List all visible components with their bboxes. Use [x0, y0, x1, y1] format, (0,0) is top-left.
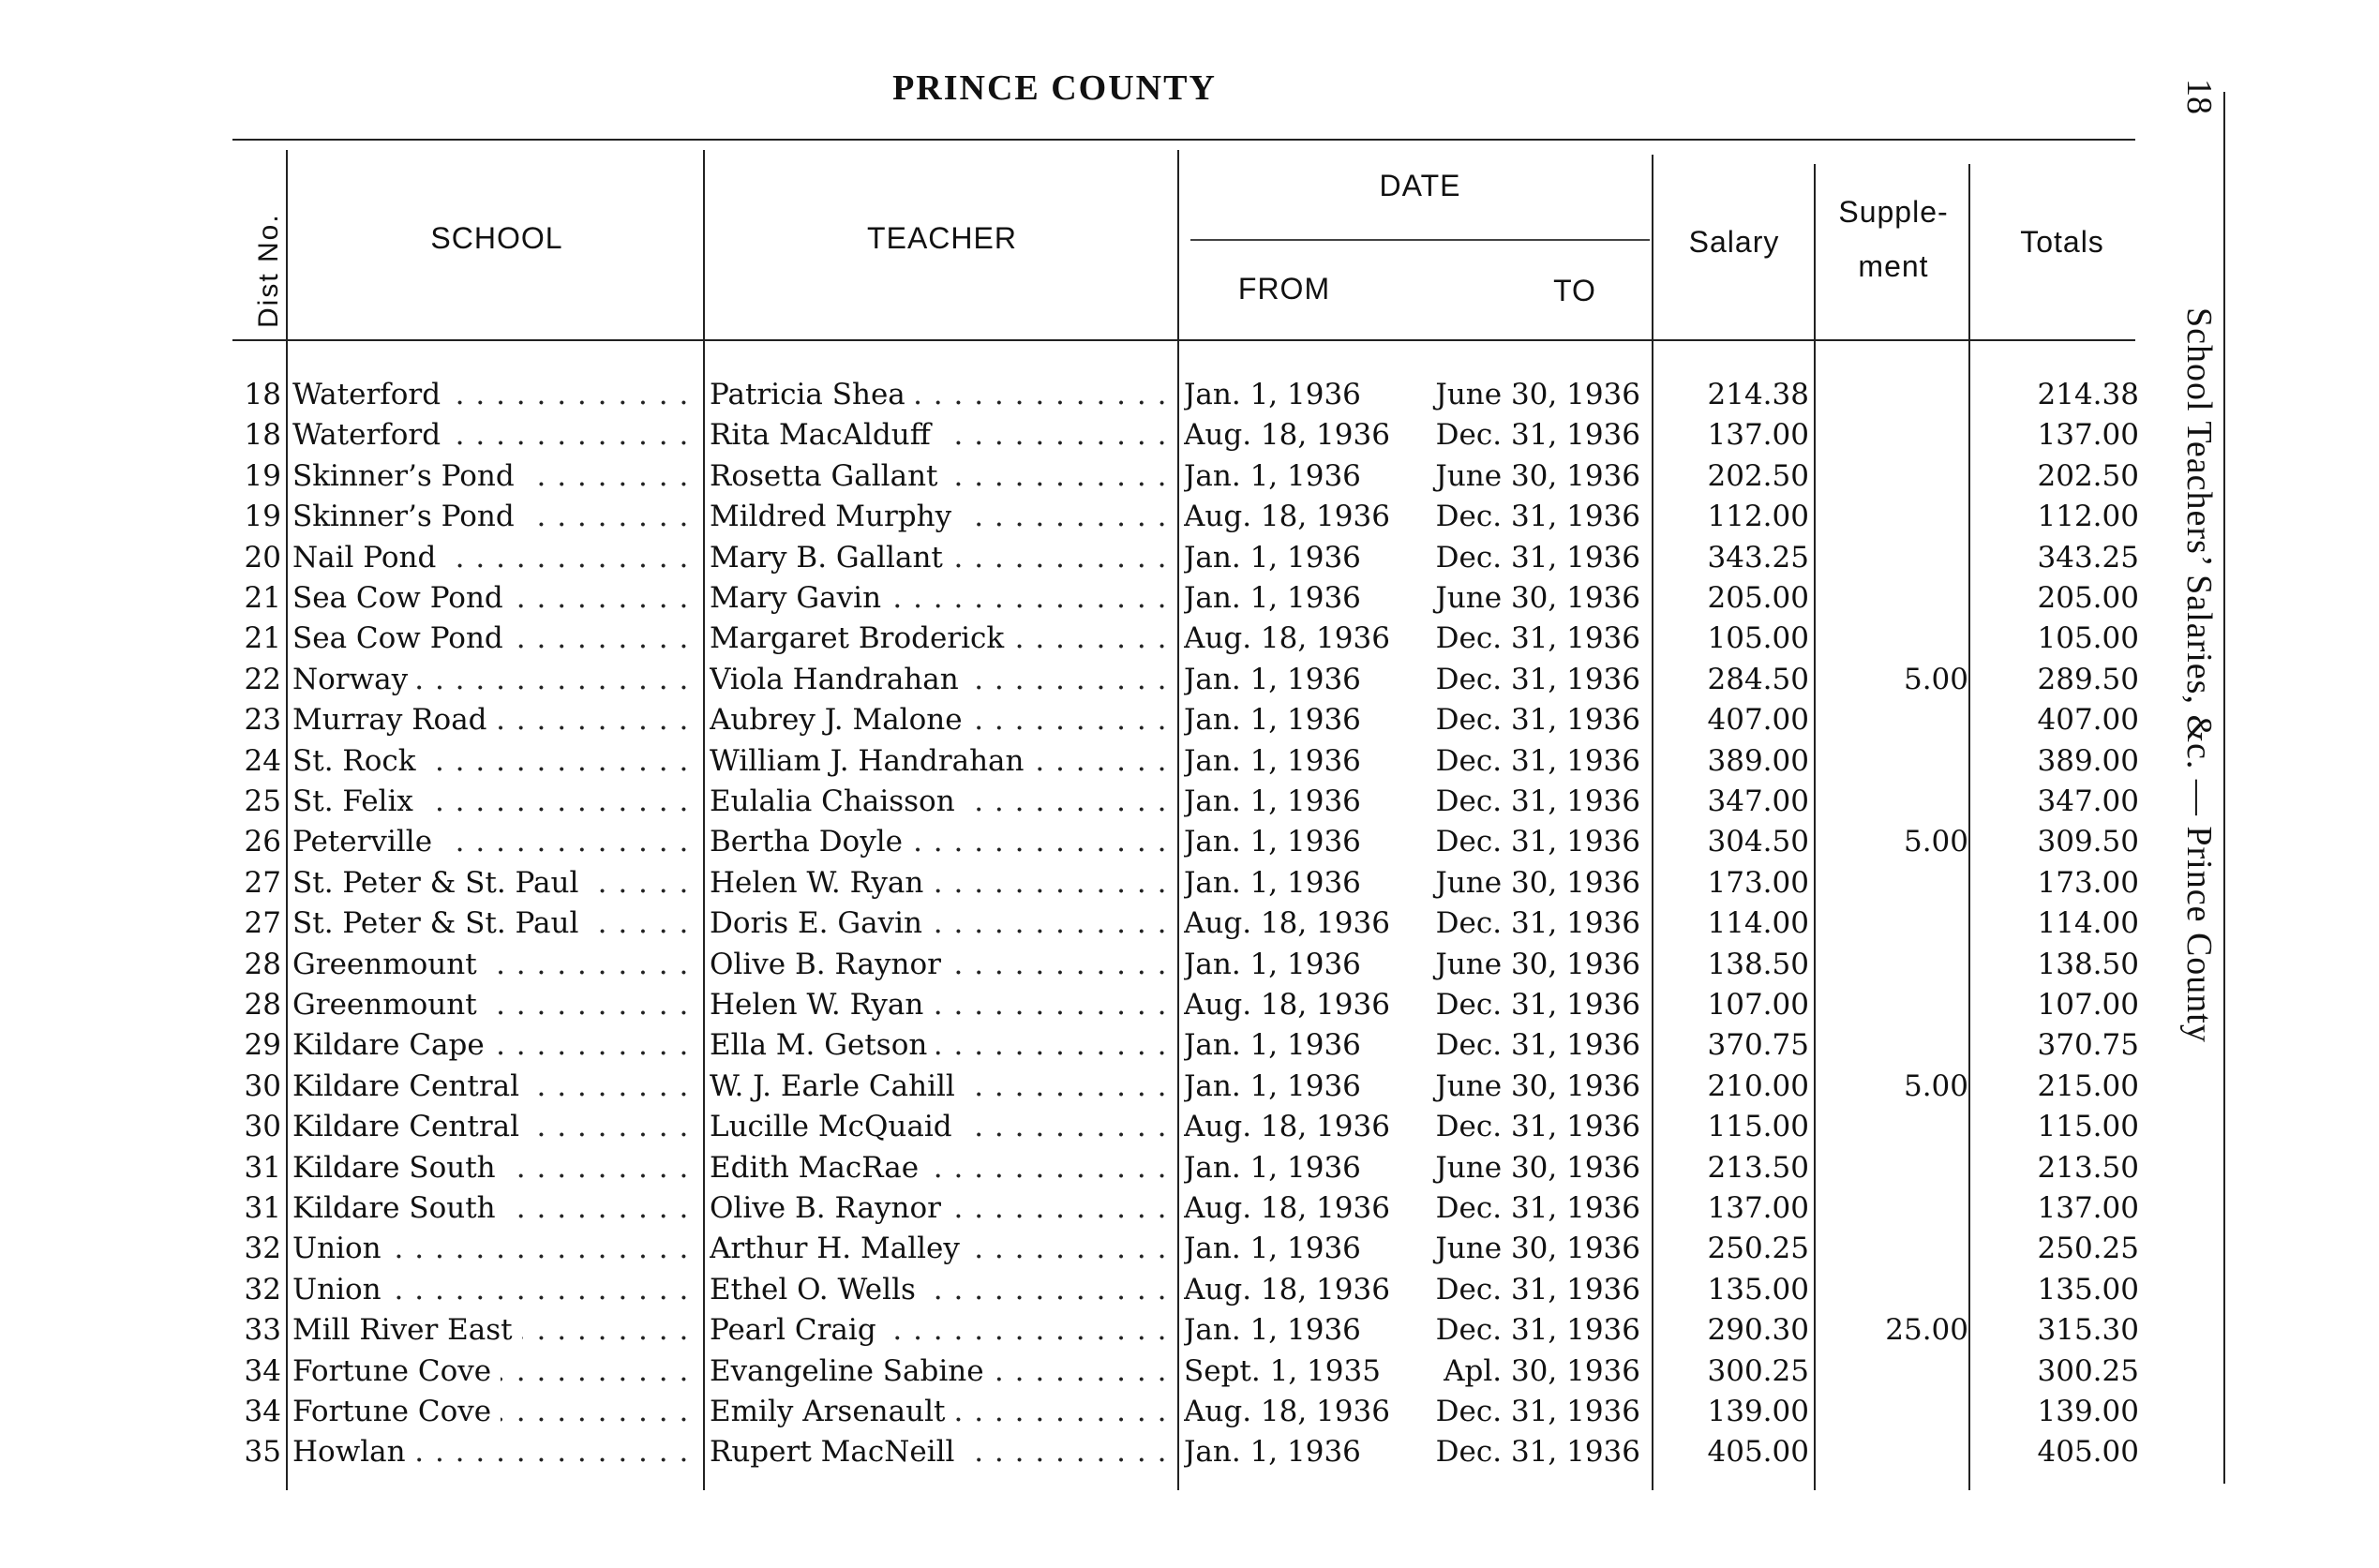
teacher-cell: [710, 782, 1174, 822]
from-date-cell: Sept. 1, 1935: [1184, 1353, 1381, 1388]
from-date-cell: Jan. 1, 1936: [1184, 703, 1361, 738]
total-cell: 389.00: [2037, 743, 2139, 778]
teacher-cell-text: Helen W. Ryan: [710, 866, 933, 900]
teacher-cell: [710, 1067, 1174, 1107]
salary-cell: 205.00: [1707, 581, 1809, 615]
school-cell: [292, 1392, 697, 1432]
dist-cell: 21: [244, 581, 281, 615]
teacher-cell-text: Rupert MacNeill: [710, 1435, 964, 1469]
school-cell: [292, 1107, 697, 1147]
school-cell: [292, 903, 697, 944]
from-date-cell: Jan. 1, 1936: [1184, 743, 1361, 778]
dist-cell: 29: [244, 1028, 281, 1063]
from-date-cell: Aug. 18, 1936: [1184, 621, 1390, 656]
teacher-cell: [710, 660, 1174, 700]
to-date-cell: Dec. 31, 1936: [1435, 1110, 1640, 1144]
teacher-cell-text: Mildred Murphy: [710, 500, 961, 533]
salary-cell: 300.25: [1707, 1353, 1809, 1388]
from-date-cell: Aug. 18, 1936: [1184, 906, 1390, 941]
salary-cell: 202.50: [1707, 458, 1809, 493]
salary-cell: 214.38: [1707, 378, 1809, 411]
school-cell: [292, 741, 697, 782]
to-date-cell: Dec. 31, 1936: [1435, 418, 1640, 453]
dist-cell: 28: [244, 947, 281, 981]
teacher-cell-text: Helen W. Ryan: [710, 988, 933, 1022]
school-cell: [292, 985, 697, 1025]
table-row: [0, 415, 2156, 455]
dist-cell: 31: [244, 1150, 281, 1185]
school-cell-text: Skinner’s Pond: [292, 459, 524, 493]
teacher-cell-text: Ella M. Getson: [710, 1028, 936, 1062]
supplement-cell: 5.00: [1903, 1068, 1968, 1103]
school-cell-text: Kildare Cape: [292, 1028, 494, 1062]
from-date-cell: Aug. 18, 1936: [1184, 418, 1390, 453]
school-cell-text: Mill River East: [292, 1313, 522, 1347]
from-date-cell: Jan. 1, 1936: [1184, 865, 1361, 900]
to-date-cell: Apl. 30, 1936: [1444, 1353, 1640, 1388]
school-cell: [292, 578, 697, 619]
teacher-cell-text: Rosetta Gallant: [710, 459, 948, 493]
from-date-cell: Aug. 18, 1936: [1184, 1191, 1390, 1225]
total-cell: 343.25: [2037, 540, 2139, 575]
table-row: [0, 1270, 2156, 1310]
school-cell-text: Union: [292, 1273, 391, 1307]
from-date-cell: Aug. 18, 1936: [1184, 1110, 1390, 1144]
salary-cell: 107.00: [1707, 988, 1809, 1022]
school-cell: [292, 660, 697, 700]
school-cell: [292, 1432, 697, 1472]
dist-cell: 21: [244, 621, 281, 656]
school-cell-text: Greenmount: [292, 948, 486, 981]
date-header: DATE: [1379, 169, 1461, 202]
table-row: [0, 863, 2156, 903]
school-cell-text: Fortune Cove: [292, 1354, 501, 1388]
table-row: [0, 700, 2156, 740]
dist-cell: 35: [244, 1435, 281, 1470]
total-cell: 407.00: [2037, 703, 2139, 738]
salary-header: Salary: [1688, 225, 1780, 259]
salary-cell: 139.00: [1707, 1395, 1809, 1428]
teacher-cell-text: Lucille McQuaid: [710, 1110, 962, 1143]
teacher-cell: [710, 1392, 1174, 1432]
total-cell: 213.50: [2037, 1150, 2139, 1185]
school-cell-text: St. Peter & St. Paul: [292, 906, 588, 940]
school-cell: [292, 700, 697, 740]
dist-cell: 22: [244, 662, 281, 696]
salary-cell: 135.00: [1707, 1272, 1809, 1307]
total-cell: 107.00: [2037, 988, 2139, 1022]
salary-cell: 407.00: [1707, 703, 1809, 738]
to-date-cell: Dec. 31, 1936: [1435, 1313, 1640, 1348]
school-cell: [292, 415, 697, 455]
to-date-cell: Dec. 31, 1936: [1435, 1395, 1640, 1428]
to-date-cell: June 30, 1936: [1435, 1232, 1640, 1266]
school-cell: [292, 456, 697, 497]
teacher-cell-text: Mary Gavin: [710, 581, 890, 615]
school-header: SCHOOL: [430, 221, 563, 255]
table-row: [0, 1188, 2156, 1229]
supplement-cell: 25.00: [1885, 1313, 1968, 1348]
dist-cell: 25: [244, 784, 281, 818]
to-date-cell: Dec. 31, 1936: [1435, 500, 1640, 534]
total-cell: 300.25: [2037, 1353, 2139, 1388]
teacher-cell: [710, 456, 1174, 497]
dist-cell: 26: [244, 825, 281, 859]
school-cell: [292, 1310, 697, 1351]
salary-cell: 137.00: [1707, 1191, 1809, 1225]
table-row: [0, 619, 2156, 659]
from-date-cell: Jan. 1, 1936: [1184, 458, 1361, 493]
school-cell-text: Kildare Central: [292, 1110, 529, 1143]
salary-cell: 112.00: [1707, 500, 1809, 534]
from-date-cell: Jan. 1, 1936: [1184, 1435, 1361, 1470]
salary-cell: 210.00: [1707, 1068, 1809, 1103]
school-cell-text: Waterford: [292, 418, 450, 452]
salary-cell: 304.50: [1707, 825, 1809, 859]
salary-cell: 250.25: [1707, 1232, 1809, 1266]
total-cell: 137.00: [2037, 1191, 2139, 1225]
from-date-cell: Jan. 1, 1936: [1184, 581, 1361, 615]
school-cell-text: St. Rock: [292, 744, 426, 778]
total-cell: 137.00: [2037, 418, 2139, 453]
teacher-cell: [710, 415, 1174, 455]
from-date-cell: Jan. 1, 1936: [1184, 947, 1361, 981]
dist-cell: 32: [244, 1232, 281, 1266]
salary-cell: 114.00: [1707, 906, 1809, 941]
dist-cell: 28: [244, 988, 281, 1022]
school-cell-text: Fortune Cove: [292, 1395, 501, 1428]
from-date-cell: Aug. 18, 1936: [1184, 988, 1390, 1022]
salary-cell: 290.30: [1707, 1313, 1809, 1348]
table-row: [0, 903, 2156, 944]
dist-cell: 30: [244, 1068, 281, 1103]
total-cell: 309.50: [2037, 825, 2139, 859]
teacher-cell-text: W. J. Earle Cahill: [710, 1069, 965, 1103]
school-cell-text: Kildare South: [292, 1151, 505, 1185]
side-rule: [2223, 92, 2225, 1484]
total-cell: 315.30: [2037, 1313, 2139, 1348]
to-date-cell: Dec. 31, 1936: [1435, 988, 1640, 1022]
from-date-cell: Jan. 1, 1936: [1184, 1150, 1361, 1185]
supplement-header-line1: Supple-: [1838, 195, 1949, 229]
table-row: [0, 1392, 2156, 1432]
table-row: [0, 1025, 2156, 1066]
supplement-cell: 5.00: [1903, 662, 1968, 696]
from-date-cell: Aug. 18, 1936: [1184, 1395, 1390, 1428]
dist-cell: 32: [244, 1272, 281, 1307]
total-cell: 115.00: [2037, 1110, 2139, 1144]
dist-cell: 31: [244, 1191, 281, 1225]
dist-cell: 19: [244, 458, 281, 493]
salary-cell: 137.00: [1707, 418, 1809, 453]
teacher-cell-text: Edith MacRae: [710, 1151, 928, 1185]
to-date-cell: June 30, 1936: [1435, 1068, 1640, 1103]
from-date-cell: Aug. 18, 1936: [1184, 1272, 1390, 1307]
teacher-cell: [710, 1432, 1174, 1472]
teacher-cell: [710, 1351, 1174, 1392]
to-date-cell: Dec. 31, 1936: [1435, 906, 1640, 941]
salary-cell: 343.25: [1707, 540, 1809, 575]
salary-cell: 347.00: [1707, 784, 1809, 818]
school-cell: [292, 1351, 697, 1392]
from-date-cell: Jan. 1, 1936: [1184, 825, 1361, 859]
to-header: TO: [1553, 274, 1596, 307]
teacher-cell: [710, 945, 1174, 985]
table-row: [0, 822, 2156, 862]
total-cell: 105.00: [2037, 621, 2139, 656]
page-title: PRINCE COUNTY: [892, 68, 1217, 108]
total-cell: 289.50: [2037, 662, 2139, 696]
from-date-cell: Jan. 1, 1936: [1184, 1028, 1361, 1063]
table-row: [0, 578, 2156, 619]
to-date-cell: June 30, 1936: [1435, 947, 1640, 981]
school-cell-text: Sea Cow Pond: [292, 621, 513, 655]
to-date-cell: Dec. 31, 1936: [1435, 662, 1640, 696]
school-cell: [292, 538, 697, 578]
totals-header: Totals: [2020, 225, 2104, 259]
from-date-cell: Jan. 1, 1936: [1184, 1068, 1361, 1103]
teacher-cell-text: Emily Arsenault: [710, 1395, 954, 1428]
side-page-number: 18: [2179, 79, 2219, 114]
to-date-cell: Dec. 31, 1936: [1435, 784, 1640, 818]
school-cell: [292, 497, 697, 537]
table-row: [0, 456, 2156, 497]
teacher-cell-text: Ethel O. Wells: [710, 1273, 925, 1307]
dist-cell: 23: [244, 703, 281, 738]
school-cell: [292, 945, 697, 985]
school-cell-text: Norway: [292, 663, 417, 696]
teacher-cell: [710, 985, 1174, 1025]
total-cell: 215.00: [2037, 1068, 2139, 1103]
teacher-cell-text: Olive B. Raynor: [710, 1191, 950, 1225]
dist-cell: 18: [244, 418, 281, 453]
teacher-cell-text: Bertha Doyle: [710, 825, 912, 859]
from-header: FROM: [1237, 272, 1331, 306]
supplement-cell: 5.00: [1903, 825, 1968, 859]
teacher-cell-text: Aubrey J. Malone: [710, 703, 972, 737]
to-date-cell: June 30, 1936: [1435, 865, 1640, 900]
teacher-cell-text: Evangeline Sabine: [710, 1354, 994, 1388]
school-cell: [292, 619, 697, 659]
table-row: [0, 1351, 2156, 1392]
teacher-cell-text: Doris E. Gavin: [710, 906, 932, 940]
table-row: [0, 1310, 2156, 1351]
to-date-cell: June 30, 1936: [1435, 458, 1640, 493]
dist-cell: 27: [244, 906, 281, 941]
dist-cell: 18: [244, 378, 281, 411]
to-date-cell: Dec. 31, 1936: [1435, 1028, 1640, 1063]
teacher-cell-text: Patricia Shea: [710, 378, 915, 411]
teacher-cell: [710, 1270, 1174, 1310]
school-cell: [292, 375, 697, 415]
school-cell-text: Greenmount: [292, 988, 486, 1022]
school-cell-text: Howlan: [292, 1435, 415, 1469]
to-date-cell: June 30, 1936: [1435, 378, 1640, 411]
dist-no-header: Dist No.: [253, 213, 284, 328]
dist-cell: 33: [244, 1313, 281, 1348]
total-cell: 214.38: [2037, 378, 2139, 411]
dist-cell: 34: [244, 1395, 281, 1428]
school-cell-text: Murray Road: [292, 703, 497, 737]
school-cell-text: Union: [292, 1232, 391, 1265]
dist-cell: 20: [244, 540, 281, 575]
total-cell: 138.50: [2037, 947, 2139, 981]
to-date-cell: Dec. 31, 1936: [1435, 621, 1640, 656]
total-cell: 205.00: [2037, 581, 2139, 615]
teacher-cell: [710, 497, 1174, 537]
table-row: [0, 782, 2156, 822]
school-cell-text: St. Peter & St. Paul: [292, 866, 588, 900]
table-row: [0, 945, 2156, 985]
teacher-cell: [710, 1188, 1174, 1229]
table-top-rule: [232, 139, 2135, 141]
school-cell: [292, 1229, 697, 1269]
table-row: [0, 1148, 2156, 1188]
teacher-cell-text: Arthur H. Malley: [710, 1232, 969, 1265]
school-cell: [292, 782, 697, 822]
teacher-header: TEACHER: [867, 221, 1017, 255]
teacher-cell-text: Rita MacAlduff: [710, 418, 940, 452]
date-header-rule: [1190, 239, 1650, 241]
school-cell: [292, 1148, 697, 1188]
total-cell: 112.00: [2037, 500, 2139, 534]
school-cell-text: Nail Pond: [292, 541, 445, 575]
from-date-cell: Jan. 1, 1936: [1184, 378, 1361, 411]
teacher-cell-text: Pearl Craig: [710, 1313, 886, 1347]
total-cell: 139.00: [2037, 1395, 2139, 1428]
teacher-cell: [710, 1229, 1174, 1269]
table-header-bottom-rule: [232, 339, 2135, 341]
to-date-cell: June 30, 1936: [1435, 1150, 1640, 1185]
table-row: [0, 660, 2156, 700]
total-cell: 370.75: [2037, 1028, 2139, 1063]
dist-cell: 19: [244, 500, 281, 534]
school-cell-text: Waterford: [292, 378, 450, 411]
salary-cell: 370.75: [1707, 1028, 1809, 1063]
teacher-cell: [710, 619, 1174, 659]
school-cell: [292, 863, 697, 903]
teacher-cell: [710, 700, 1174, 740]
from-date-cell: Jan. 1, 1936: [1184, 662, 1361, 696]
to-date-cell: Dec. 31, 1936: [1435, 1191, 1640, 1225]
school-cell: [292, 822, 697, 862]
table-row: [0, 741, 2156, 782]
salary-cell: 138.50: [1707, 947, 1809, 981]
to-date-cell: Dec. 31, 1936: [1435, 540, 1640, 575]
school-cell-text: Kildare South: [292, 1191, 505, 1225]
teacher-cell: [710, 1148, 1174, 1188]
table-row: [0, 538, 2156, 578]
teacher-cell-text: Margaret Broderick: [710, 621, 1013, 655]
from-date-cell: Jan. 1, 1936: [1184, 1313, 1361, 1348]
total-cell: 173.00: [2037, 865, 2139, 900]
school-cell-text: Sea Cow Pond: [292, 581, 513, 615]
to-date-cell: Dec. 31, 1936: [1435, 743, 1640, 778]
salary-cell: 105.00: [1707, 621, 1809, 656]
table-row: [0, 985, 2156, 1025]
salary-cell: 284.50: [1707, 662, 1809, 696]
school-cell: [292, 1067, 697, 1107]
dist-cell: 24: [244, 743, 281, 778]
teacher-cell: [710, 1025, 1174, 1066]
salary-cell: 213.50: [1707, 1150, 1809, 1185]
to-date-cell: Dec. 31, 1936: [1435, 1272, 1640, 1307]
total-cell: 114.00: [2037, 906, 2139, 941]
total-cell: 135.00: [2037, 1272, 2139, 1307]
total-cell: 405.00: [2037, 1435, 2139, 1470]
supplement-header-line2: ment: [1858, 249, 1929, 283]
teacher-cell: [710, 375, 1174, 415]
dist-cell: 34: [244, 1353, 281, 1388]
teacher-cell: [710, 903, 1174, 944]
from-date-cell: Jan. 1, 1936: [1184, 540, 1361, 575]
school-cell: [292, 1188, 697, 1229]
teacher-cell-text: Olive B. Raynor: [710, 948, 950, 981]
from-date-cell: Jan. 1, 1936: [1184, 784, 1361, 818]
school-cell-text: Skinner’s Pond: [292, 500, 524, 533]
school-cell-text: Kildare Central: [292, 1069, 529, 1103]
salary-cell: 115.00: [1707, 1110, 1809, 1144]
teacher-cell-text: Viola Handrahan: [710, 663, 968, 696]
from-date-cell: Aug. 18, 1936: [1184, 500, 1390, 534]
table-row: [0, 1067, 2156, 1107]
total-cell: 250.25: [2037, 1232, 2139, 1266]
dist-cell: 27: [244, 865, 281, 900]
teacher-cell: [710, 1107, 1174, 1147]
teacher-cell: [710, 822, 1174, 862]
teacher-cell: [710, 578, 1174, 619]
salary-cell: 389.00: [1707, 743, 1809, 778]
side-running-title: School Teachers’ Salaries, &c. — Prince County: [2179, 307, 2219, 1043]
from-date-cell: Jan. 1, 1936: [1184, 1232, 1361, 1266]
school-cell-text: Peterville: [292, 825, 441, 859]
teacher-cell-text: William J. Handrahan: [710, 744, 1033, 778]
table-row: [0, 1229, 2156, 1269]
to-date-cell: Dec. 31, 1936: [1435, 703, 1640, 738]
to-date-cell: Dec. 31, 1936: [1435, 1435, 1640, 1470]
school-cell: [292, 1025, 697, 1066]
table-row: [0, 375, 2156, 415]
teacher-cell: [710, 741, 1174, 782]
table-row: [0, 1107, 2156, 1147]
teacher-cell-text: Mary B. Gallant: [710, 541, 952, 575]
school-cell: [292, 1270, 697, 1310]
teacher-cell: [710, 538, 1174, 578]
salary-cell: 173.00: [1707, 865, 1809, 900]
total-cell: 202.50: [2037, 458, 2139, 493]
salary-cell: 405.00: [1707, 1435, 1809, 1470]
teacher-cell: [710, 1310, 1174, 1351]
total-cell: 347.00: [2037, 784, 2139, 818]
teacher-cell: [710, 863, 1174, 903]
to-date-cell: Dec. 31, 1936: [1435, 825, 1640, 859]
table-row: [0, 1432, 2156, 1472]
to-date-cell: June 30, 1936: [1435, 581, 1640, 615]
school-cell-text: St. Felix: [292, 784, 423, 818]
teacher-cell-text: Eulalia Chaisson: [710, 784, 965, 818]
table-row: [0, 497, 2156, 537]
dist-cell: 30: [244, 1110, 281, 1144]
